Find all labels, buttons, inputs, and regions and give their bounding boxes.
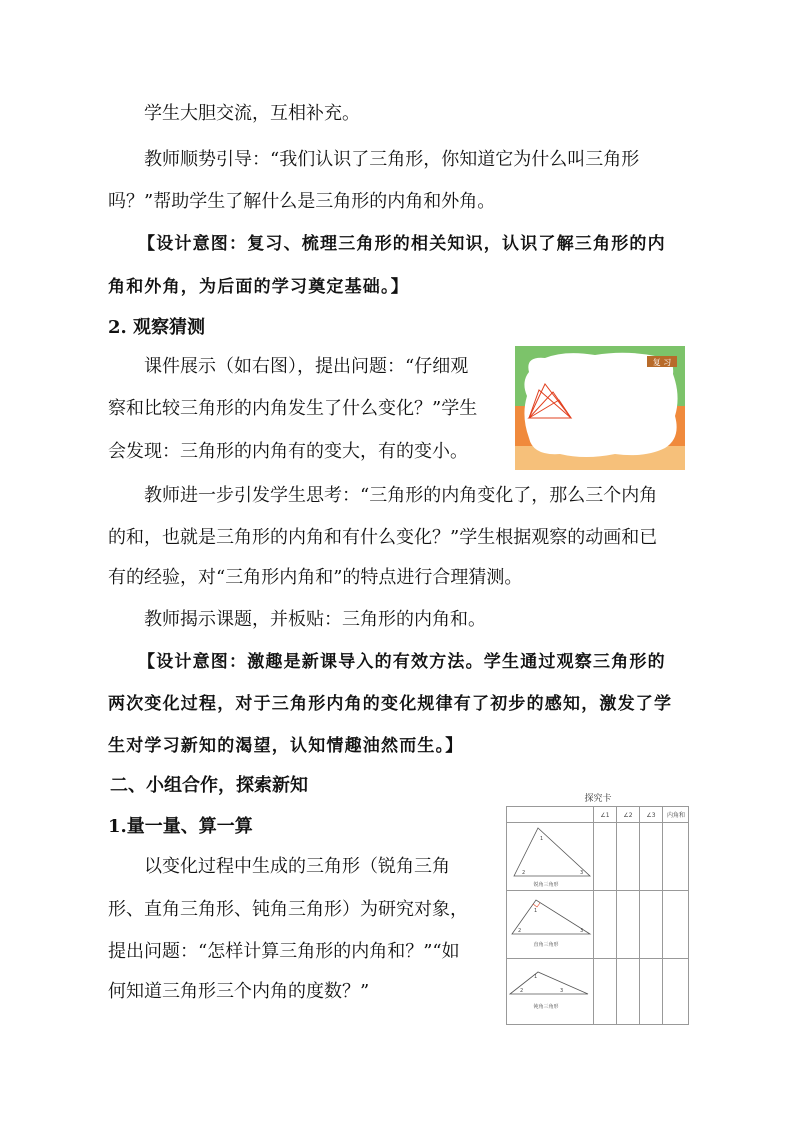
paragraph-3-line-2: 察和比较三角形的内角发生了什么变化？”学生 (108, 398, 478, 419)
design-intent-1-line-1: 【设计意图：复习、梳理三角形的相关知识，认识了解三角形的内 (138, 234, 666, 254)
paragraph-6-line-1: 以变化过程中生成的三角形（锐角三角 (144, 856, 450, 877)
obtuse-triangle-label: 钝角三角形 (533, 1004, 559, 1010)
paragraph-4-line-1: 教师进一步引发学生思考：“三角形的内角变化了，那么三个内角 (144, 485, 658, 506)
paragraph-6-line-2: 形、直角三角形、钝角三角形）为研究对象， (108, 899, 468, 920)
header-angle-3: ∠3 (646, 812, 656, 819)
obtuse-angle-3: 3 (560, 988, 564, 994)
right-angle-1: 1 (534, 908, 538, 914)
card-title: 探究卡 (584, 794, 612, 804)
paragraph-2-line-2: 吗？”帮助学生了解什么是三角形的内角和外角。 (108, 191, 496, 212)
acute-angle-2: 2 (522, 870, 526, 876)
obtuse-angle-2: 2 (520, 988, 524, 994)
slide-illustration (515, 346, 685, 470)
acute-triangle-label: 锐角三角形 (533, 882, 559, 888)
exploration-card-table (506, 788, 690, 1026)
right-triangle-label: 直角三角形 (533, 942, 559, 948)
paragraph-6-line-3: 提出问题：“怎样计算三角形的内角和？”“如 (108, 941, 460, 962)
paragraph-1: 学生大胆交流，互相补充。 (144, 103, 360, 124)
header-angle-1: ∠1 (600, 812, 610, 819)
paragraph-6-line-4: 何知道三角形三个内角的度数？” (108, 981, 370, 1002)
right-angle-2: 2 (518, 928, 522, 934)
exploration-card (506, 788, 690, 1026)
design-intent-2-line-3: 生对学习新知的渴望，认知情趣油然而生。】 (108, 736, 464, 756)
acute-angle-3: 3 (580, 870, 584, 876)
section-heading-observe: 2. 观察猜测 (108, 317, 206, 338)
right-angle-3: 3 (580, 928, 584, 934)
header-angle-sum: 内角和 (666, 812, 686, 819)
design-intent-2-line-1: 【设计意图：激趣是新课导入的有效方法。学生通过观察三角形的 (138, 652, 666, 672)
slide-badge: 复 习 (652, 358, 672, 367)
header-angle-2: ∠2 (623, 812, 633, 819)
paragraph-2-line-1: 教师顺势引导：“我们认识了三角形，你知道它为什么叫三角形 (144, 149, 640, 170)
acute-angle-1: 1 (540, 836, 544, 842)
paragraph-3-line-3: 会发现：三角形的内角有的变大，有的变小。 (108, 441, 468, 462)
paragraph-4-line-3: 有的经验，对“三角形内角和”的特点进行合理猜测。 (108, 567, 523, 588)
design-intent-1-line-2: 角和外角，为后面的学习奠定基础。】 (108, 277, 409, 297)
paragraph-5: 教师揭示课题，并板贴：三角形的内角和。 (144, 609, 486, 630)
section-heading-measure: 1.量一量、算一算 (108, 816, 253, 837)
design-intent-2-line-2: 两次变化过程，对于三角形内角的变化规律有了初步的感知，激发了学 (108, 694, 673, 714)
paragraph-3-line-1: 课件展示（如右图），提出问题：“仔细观 (144, 356, 469, 377)
paragraph-4-line-2: 的和，也就是三角形的内角和有什么变化？”学生根据观察的动画和已 (108, 527, 658, 548)
obtuse-angle-1: 1 (534, 974, 538, 980)
courseware-slide-image (515, 346, 685, 470)
part-heading-group-work: 二、小组合作，探索新知 (110, 775, 308, 796)
